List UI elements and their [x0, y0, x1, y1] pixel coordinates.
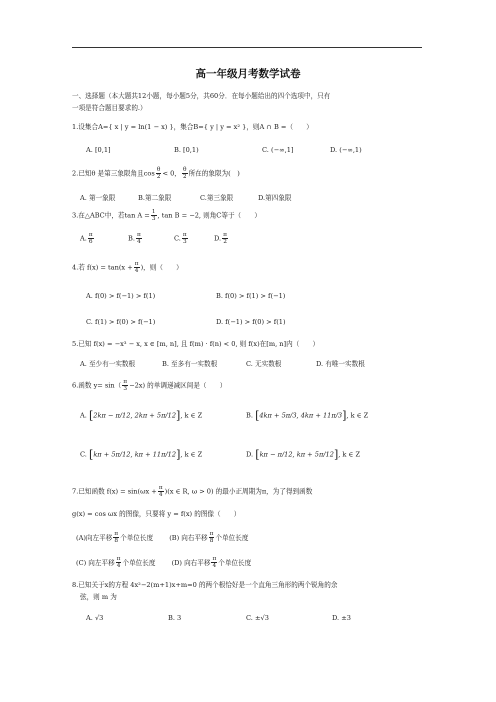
denominator: 4: [116, 563, 121, 569]
q2-pre: 2.已知θ 是第三象限角且cos: [72, 169, 155, 178]
numerator: π: [134, 261, 139, 267]
option-label: C.: [174, 234, 181, 243]
question-7-line2: g(x) = cos ωx 的图像，只要将 y = f(x) 的图像（ ）: [72, 510, 241, 518]
option-c: C.第三象限: [200, 194, 234, 202]
option-label: D.: [214, 234, 222, 243]
interval: kπ − π/12, kπ + 5π/12: [259, 450, 334, 459]
option-d: [214, 232, 229, 245]
option-a: [80, 232, 95, 245]
option-d: D. ±3: [332, 614, 351, 622]
fraction: [122, 379, 128, 392]
denominator: 4: [212, 563, 217, 569]
fraction: [158, 485, 164, 498]
q2-mid: < 0，: [162, 169, 181, 178]
q7-pre: 7.已知函数 f(x) = sin(ωx +: [72, 487, 157, 496]
numerator: π: [212, 556, 217, 562]
right-bracket: ]: [176, 448, 181, 461]
q4-pre: 4.若 f(x) = tan(x +: [72, 263, 133, 272]
numerator: π: [123, 379, 128, 385]
header-rule: [72, 47, 422, 48]
option-b: B. 3: [168, 614, 182, 622]
option-b: B.第二象限: [138, 194, 172, 202]
option-d: [171, 556, 252, 569]
question-7-option-row2: [76, 556, 436, 569]
question-1-stem: 1.设集合A={ x | y = ln(1 − x) }，集合B={ y | y = x² }，则A ∩ B =（ ）: [72, 123, 313, 131]
instruction-line: 一项是符合题目要求的.）: [72, 104, 147, 112]
option-c: C. f(1) > f(0) > f(−1): [86, 318, 156, 326]
tail: , k ∈ Z: [180, 450, 203, 459]
question-7-option-row1: [76, 531, 436, 544]
q3-pre: 3.在△ABC中，若tan A =: [72, 211, 150, 220]
question-7-stem: [72, 485, 432, 498]
left-bracket: [: [88, 409, 94, 422]
option-label: A.: [80, 411, 87, 420]
question-2-stem: [72, 167, 432, 180]
option-a: A. [0,1]: [86, 146, 111, 154]
question-8-line2: 弦，则 m 为: [80, 593, 117, 601]
option-suffix: 个单位长度: [218, 558, 252, 567]
numerator: π: [182, 232, 187, 238]
option-c: C. 无实数根: [246, 360, 282, 368]
fraction: [156, 167, 162, 180]
denominator: 8: [209, 538, 214, 544]
numerator: θ: [156, 167, 161, 173]
left-bracket: [: [255, 448, 260, 461]
numerator: π: [158, 485, 163, 491]
denominator: 4: [137, 239, 141, 245]
option-c: C. (−∞,1]: [262, 146, 294, 154]
option-d: D.第四象限: [258, 194, 292, 202]
interval: 4kπ + 5π/3, 4kπ + 11π/3: [259, 411, 343, 420]
numerator: π: [136, 232, 141, 238]
page-title: 高一年级月考数学试卷: [195, 68, 301, 80]
option-label: (B) 向右平移: [169, 533, 208, 542]
option-b: [169, 531, 249, 544]
q3-post: , tan B = −2, 则角C等于（ ）: [157, 211, 261, 220]
q2-post: 所在的象限为( ): [188, 169, 240, 178]
denominator: 6: [88, 239, 93, 245]
numerator: π: [114, 531, 119, 537]
option-a: A. 第一象限: [80, 194, 116, 202]
denominator: 3: [151, 216, 156, 222]
fraction: [134, 261, 140, 274]
fraction: [209, 531, 215, 544]
fraction: [116, 556, 122, 569]
denominator: 8: [114, 538, 119, 544]
option-b: B. [0,1): [174, 146, 199, 154]
question-5-stem: 5.已知 f(x) = −x³ − x, x ∈ [m, n], 且 f(m) · f(n) < 0, 则 f(x)在[m, n]内（ ）: [72, 340, 320, 348]
denominator: 4: [134, 268, 139, 274]
numerator: 1: [151, 209, 156, 215]
tail: , k ∈ Z: [346, 411, 369, 420]
interval: 2kπ − π/12, 2kπ + 5π/12: [93, 411, 177, 420]
option-c: [174, 232, 189, 245]
option-suffix: 个单位长度: [215, 533, 249, 542]
q4-post: )，则（ ）: [140, 263, 183, 272]
denominator: 2: [156, 174, 161, 180]
option-a: A. f(0) > f(−1) > f(1): [86, 292, 156, 300]
fraction: [113, 531, 119, 544]
left-bracket: [: [89, 448, 94, 461]
option-d: [246, 448, 360, 461]
fraction: [222, 232, 228, 245]
numerator: π: [223, 232, 227, 238]
fraction: [211, 556, 217, 569]
option-label: (C) 向左平移: [76, 558, 115, 567]
question-6-stem: [72, 379, 432, 392]
denominator: 4: [158, 492, 163, 498]
option-label: D.: [246, 450, 254, 459]
option-b: [128, 232, 143, 245]
right-bracket: ]: [176, 409, 181, 422]
option-a: [76, 531, 154, 544]
question-4-stem: [72, 261, 432, 274]
numerator: π: [88, 232, 93, 238]
question-8-line1: 8.已知关于x的方程 4x²−2(m+1)x+m=0 的两个根恰好是一个直角三角形的两个锐角的余: [72, 581, 338, 589]
q6-pre: 6.函数 y= sin（: [72, 381, 122, 390]
option-c: [80, 448, 202, 461]
option-label: (A)向左平移: [76, 533, 113, 542]
option-a: A. √3: [86, 614, 104, 622]
option-c: C. ±√3: [246, 614, 269, 622]
option-c: [76, 556, 156, 569]
option-b: B. f(0) > f(1) > f(−1): [216, 292, 286, 300]
option-label: A.: [80, 234, 87, 243]
numerator: π: [116, 556, 121, 562]
numerator: θ: [182, 167, 187, 173]
option-label: B.: [128, 234, 135, 243]
fraction: [136, 232, 142, 245]
option-a: A. 至少有一实数根: [80, 360, 136, 368]
option-d: D. f(−1) > f(0) > f(1): [216, 318, 286, 326]
fraction: [88, 232, 94, 245]
section-instructions: [72, 90, 422, 114]
option-b: [246, 409, 368, 422]
interval: kπ + 5π/12, kπ + 11π/12: [93, 450, 177, 459]
denominator: 3: [182, 239, 187, 245]
option-label: C.: [80, 450, 87, 459]
fraction: [182, 167, 188, 180]
right-bracket: ]: [333, 448, 339, 461]
option-d: D. 有唯一实数根: [316, 360, 365, 368]
option-d: D. (−∞,1): [330, 146, 362, 154]
tail: , k ∈ Z: [180, 411, 203, 420]
right-bracket: ]: [342, 409, 347, 422]
instruction-line: 一、选择题（本大题共12小题，每小题5分，共60分．在每小题给出的四个选项中，只有: [72, 92, 331, 100]
numerator: π: [209, 531, 214, 537]
option-suffix: 个单位长度: [120, 533, 154, 542]
denominator: 2: [223, 239, 227, 245]
denominator: 2: [182, 174, 187, 180]
fraction: [151, 209, 157, 222]
denominator: 3: [123, 386, 128, 392]
option-label: (D) 向右平移: [171, 558, 211, 567]
question-3-stem: [72, 209, 432, 222]
left-bracket: [: [255, 409, 260, 422]
q7-post: )(x ∈ R, ω > 0) 的最小正周期为π，为了得到函数: [164, 487, 313, 496]
option-b: B. 至多有一实数根: [162, 360, 218, 368]
tail: , k ∈ Z: [338, 450, 361, 459]
option-suffix: 个单位长度: [122, 558, 156, 567]
option-label: B.: [246, 411, 253, 420]
q6-post: −2x) 的单调递减区间是（ ）: [129, 381, 227, 390]
fraction: [182, 232, 188, 245]
option-a: [80, 409, 202, 422]
